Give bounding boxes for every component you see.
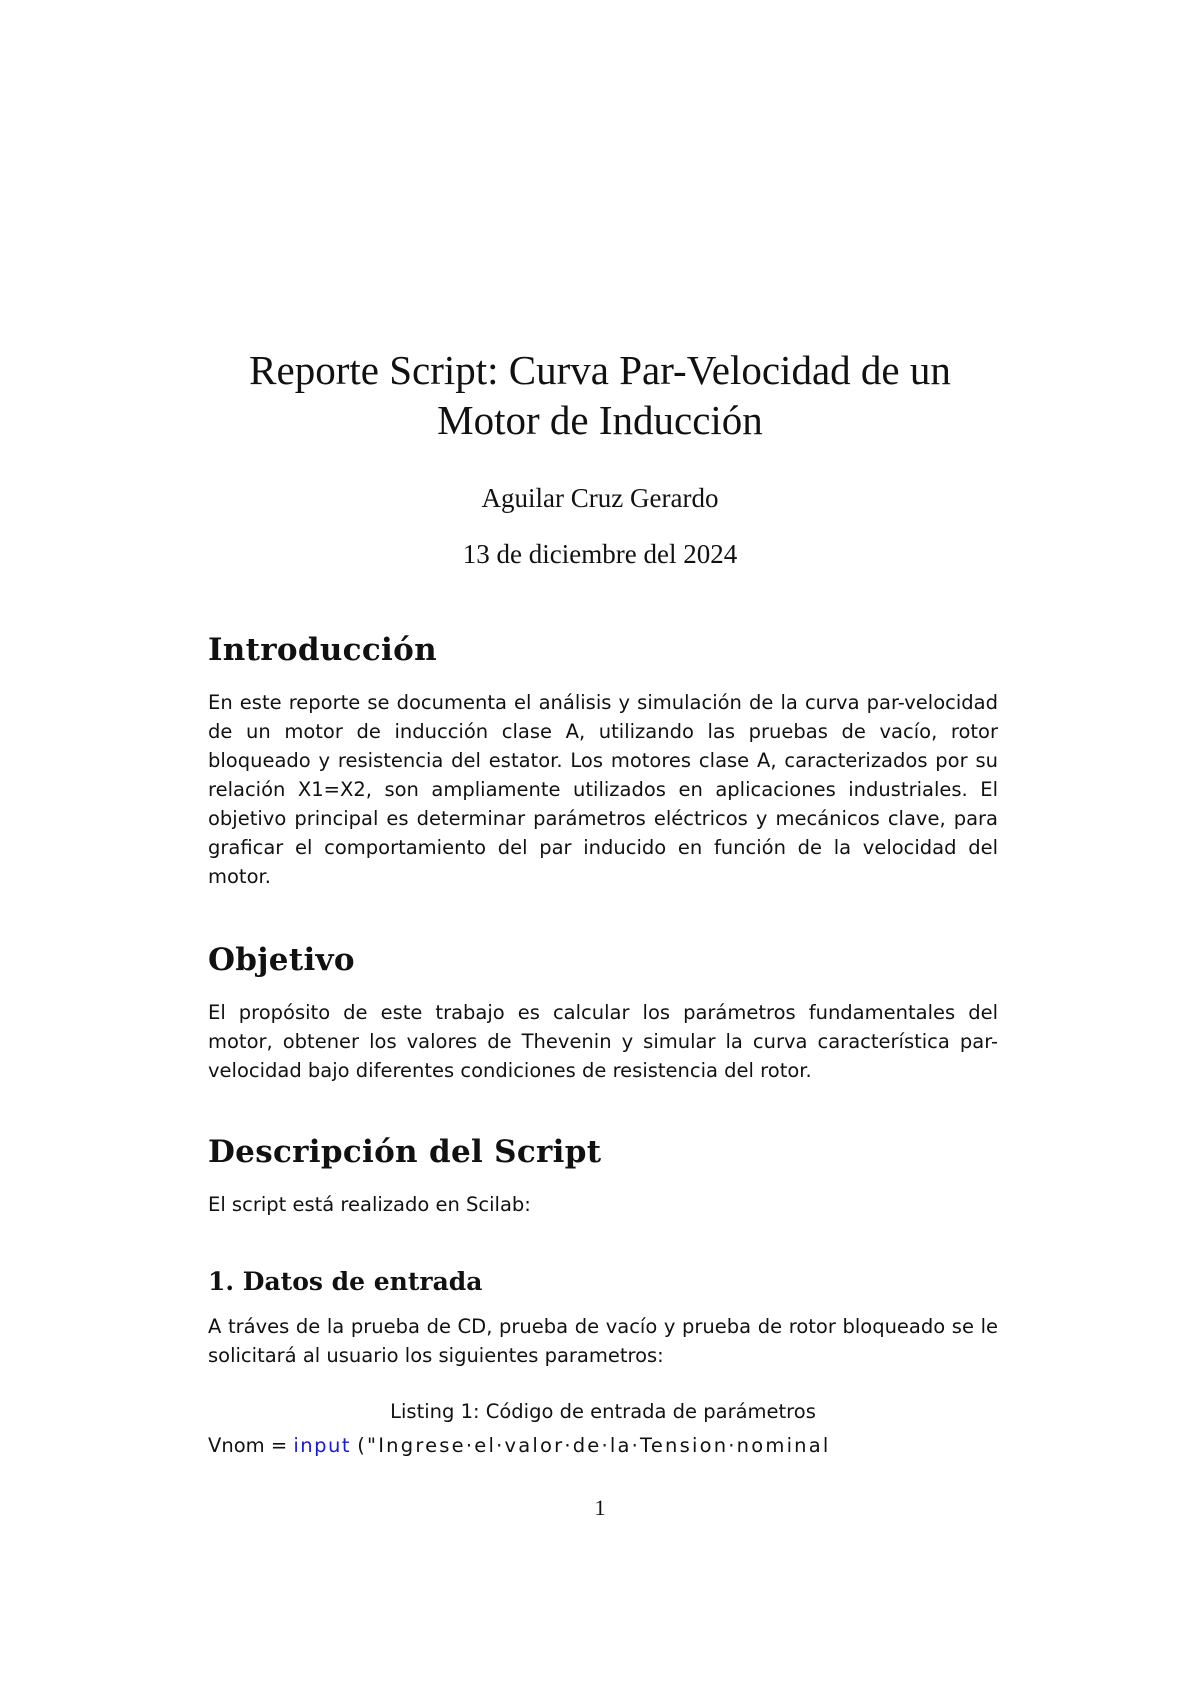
section-heading-introduccion: Introducción xyxy=(208,632,437,668)
code-keyword: input xyxy=(293,1434,352,1457)
author: Aguilar Cruz Gerardo xyxy=(481,483,719,513)
date: 13 de diciembre del 2024 xyxy=(462,539,738,569)
section-text-descripcion: El script está realizado en Scilab: xyxy=(208,1193,531,1216)
section-heading-objetivo: Objetivo xyxy=(208,942,355,978)
document-title xyxy=(150,345,1050,445)
page-number: 1 xyxy=(594,1495,606,1520)
code-arguments: ("Ingrese·el·valor·de·la·Tension·nominal xyxy=(357,1434,831,1457)
subsection-text-datos-entrada: A tráves de la prueba de CD, prueba de vacío y prueba de rotor bloqueado se le solicitará al usuario los siguientes parametros: xyxy=(208,1315,998,1367)
code-listing-line xyxy=(208,1432,998,1460)
subsection-datos-entrada xyxy=(208,1266,998,1370)
title-block xyxy=(150,345,1050,571)
listing-caption: Listing 1: Código de entrada de parámetros xyxy=(390,1400,816,1423)
section-introduccion xyxy=(208,630,998,891)
code-variable: Vnom = xyxy=(208,1434,294,1457)
section-text-introduccion: En este reporte se documenta el análisis y simulación de la curva par-velocidad de un motor de inducción clase A, utilizando las pruebas de vacío, rotor bloqueado y resistencia del estator. Los motores clase A, caracterizados por su relación X1=X2, son ampliamente utilizados en aplicaciones industriales. El objetivo principal es determinar parámetros eléctricos y mecánicos clave, para graficar el comportamiento del par inducido en función de la velocidad del motor. xyxy=(208,691,998,888)
section-objetivo xyxy=(208,940,998,1085)
title-line-1: Reporte Script: Curva Par-Velocidad de un xyxy=(249,347,951,393)
title-line-2: Motor de Inducción xyxy=(437,397,763,443)
subsection-heading-datos-entrada: 1. Datos de entrada xyxy=(208,1267,483,1296)
section-heading-descripcion: Descripción del Script xyxy=(208,1134,602,1170)
section-text-objetivo: El propósito de este trabajo es calcular los parámetros fundamentales del motor, obtener los valores de Thevenin y simular la curva característica par-velocidad bajo diferentes condiciones de resistencia del rotor. xyxy=(208,1001,998,1082)
section-descripcion xyxy=(208,1132,998,1219)
